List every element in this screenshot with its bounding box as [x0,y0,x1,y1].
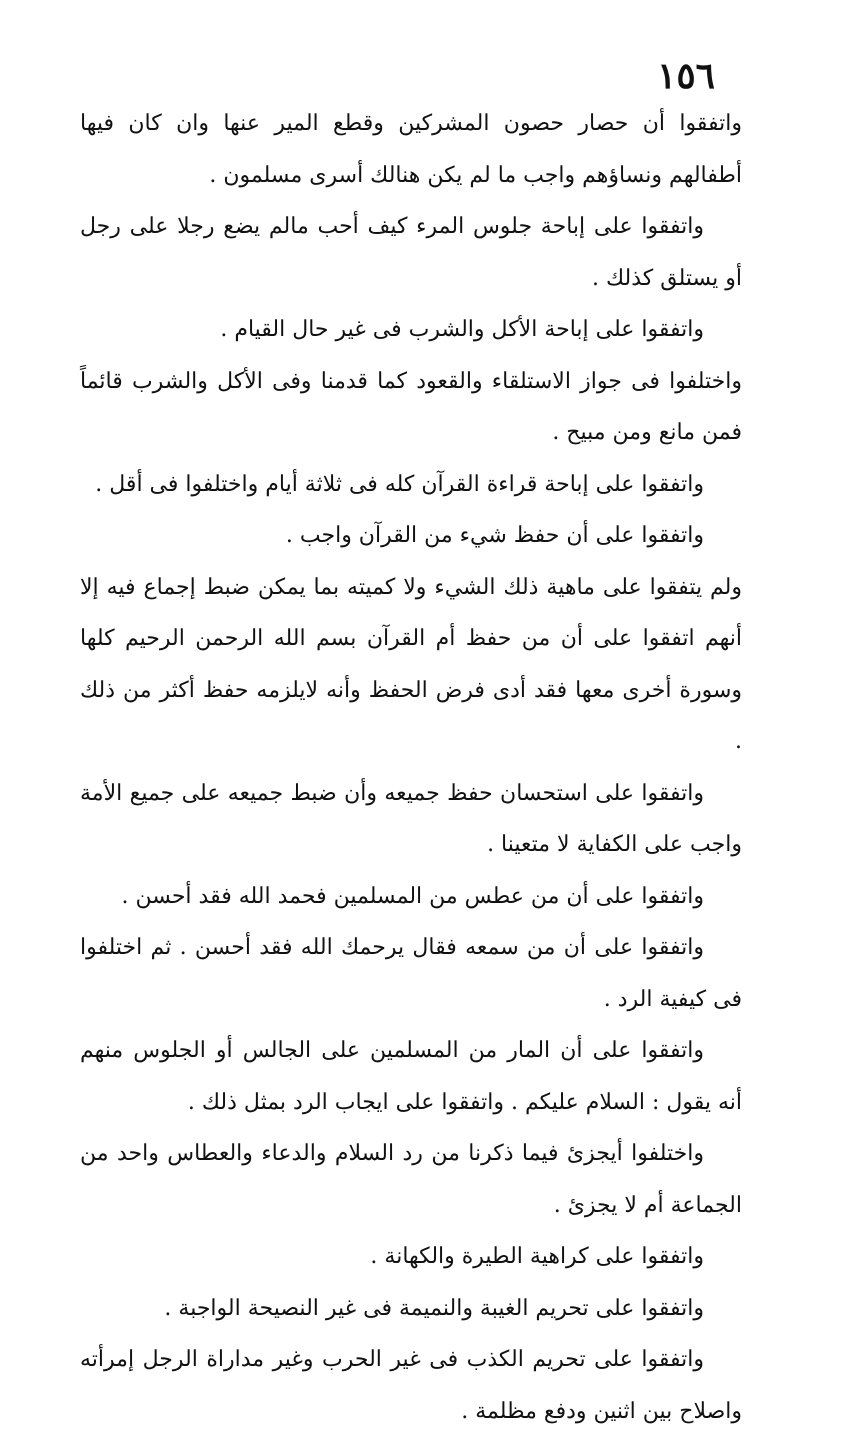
paragraph-lying: واتفقوا على تحريم الكذب فى غير الحرب وغير مداراة الرجل إمرأته واصلاح بين اثنين ودفع مظلمة . [80,1347,742,1424]
paragraph-quran-memorize: واتفقوا على أن حفظ شيء من القرآن واجب . [285,523,704,548]
paragraph-memorize-whole: واتفقوا على استحسان حفظ جميعه وأن ضبط جميعه على جميع الأمة واجب على الكفاية لا متعينا . [80,780,742,857]
paragraph-siege: واتفقوا أن حصار حصون المشركين وقطع المير عنها وان كان فيها أطفالهم ونساؤهم واجب ما لم يكن هنالك أسرى مسلمون . [80,111,742,188]
paragraph-sneeze-reply: واتفقوا على أن من سمعه فقال يرحمك الله فقد أحسن . ثم اختلفوا فى كيفية الرد . [80,935,742,1012]
paragraph-greeting: واتفقوا على أن المار من المسلمين على الجالس أو الجلوس منهم أنه يقول : السلام عليكم . واتفقوا على ايجاب الرد بمثل ذلك . [80,1038,742,1115]
paragraph-backbiting: واتفقوا على تحريم الغيبة والنميمة فى غير النصيحة الواجبة . [164,1295,704,1321]
page-text [80,98,742,1437]
paragraph-memorize-amount: ولم يتفقوا على ماهية ذلك الشيء ولا كميته بما يمكن ضبط إجماع فيه إلا أنهم اتفقوا على أن من حفظ أم القرآن بسم الله الرحمن الرحيم كلها وسورة أخرى معها فقد أدى فرض الحفظ وأنه لايلزمه حفظ أكثر من ذلك . [80,574,742,754]
paragraph-sneeze: واتفقوا على أن من عطس من المسلمين فحمد الله فقد أحسن . [121,883,704,909]
paragraph-quran-reading: واتفقوا على إباحة قراءة القرآن كله فى ثلاثة أيام واختلفوا فى أقل . [95,471,704,497]
paragraph-reclining: واختلفوا فى جواز الاستلقاء والقعود كما قدمنا وفى الأكل والشرب قائماً فمن مانع ومن مبيح . [80,368,742,445]
paragraph-sitting: واتفقوا على إباحة جلوس المرء كيف أحب مالم يضع رجلا على رجل أو يستلق كذلك . [80,214,742,291]
paragraph-omens: واتفقوا على كراهية الطيرة والكهانة . [370,1244,704,1269]
page-number: ١٥٦ [656,55,715,97]
paragraph-eating: واتفقوا على إباحة الأكل والشرب فى غير حال القيام . [220,317,704,342]
paragraph-reply-sufficiency: واختلفوا أيجزئ فيما ذكرنا من رد السلام والدعاء والعطاس واحد من الجماعة أم لا يجزئ . [80,1141,742,1218]
